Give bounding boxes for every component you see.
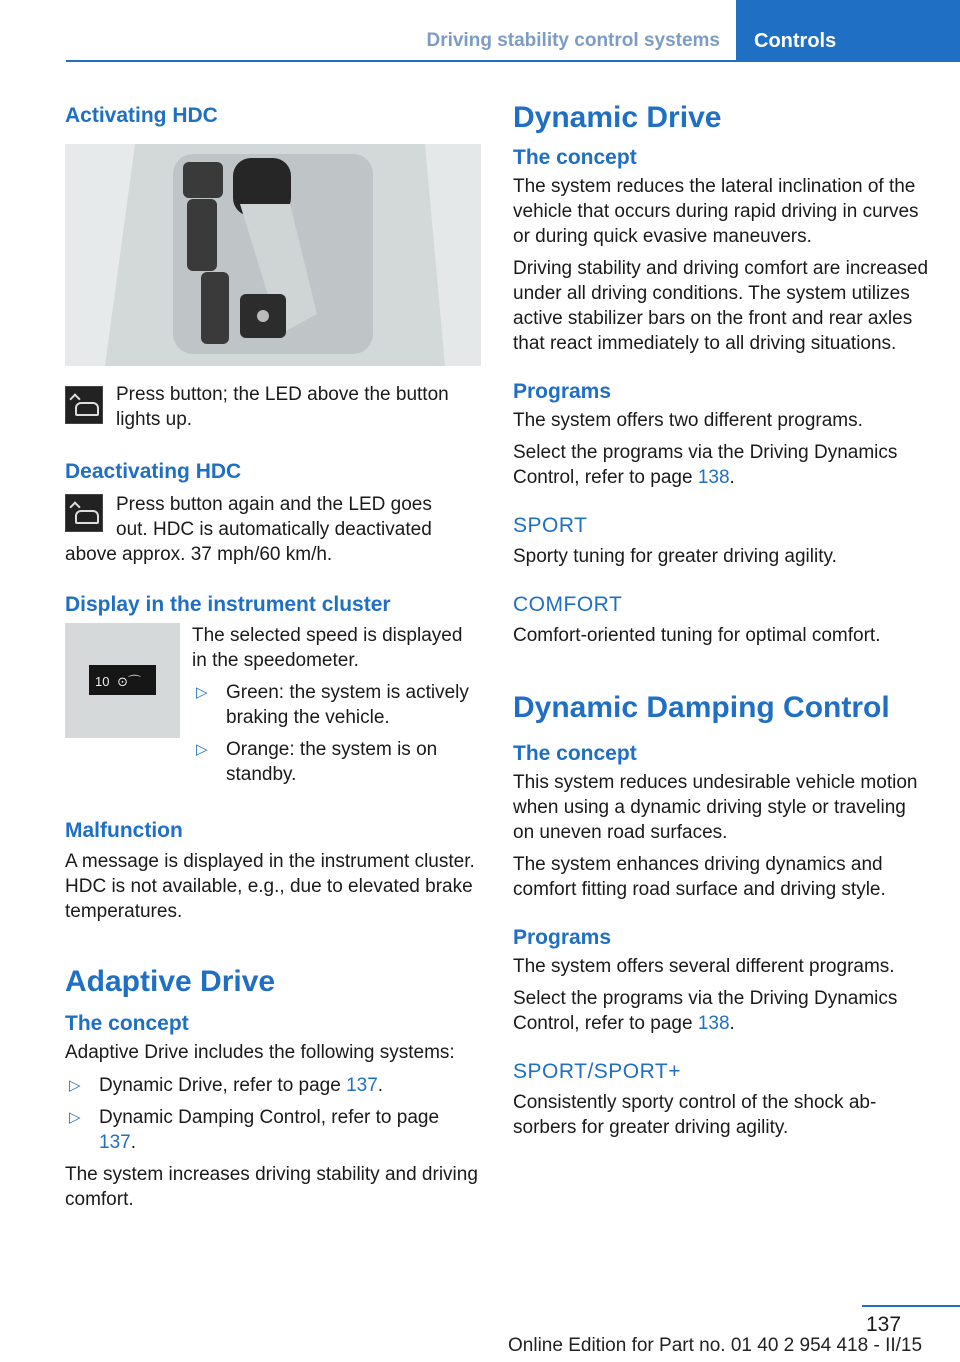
dd-sport-text: Sporty tuning for greater driving agility. [513, 546, 837, 567]
section-title: Driving stability control systems [426, 30, 720, 51]
damping-concept-text-2: The system enhances driving dynamics and comfort fitting road surface and driving style. [513, 854, 886, 900]
page-link-137[interactable]: 137 [346, 1075, 378, 1096]
list-item: ▷ Orange: the system is on standby. [196, 739, 438, 785]
page-link-138[interactable]: 138 [697, 1013, 730, 1034]
display-bullets [192, 680, 481, 794]
page-link-138[interactable]: 138 [697, 467, 730, 488]
speed-value: 10 [95, 674, 110, 689]
malfunction-heading: Malfunction [65, 819, 183, 842]
hdc-button-icon [65, 386, 103, 424]
adaptive-concept-heading: The concept [65, 1012, 189, 1035]
page-number: 137 [866, 1313, 902, 1336]
cluster-display-image [65, 623, 180, 738]
triangle-bullet-icon: ▷ [69, 1077, 81, 1094]
hdc-symbol-icon: ⊙⌒ [117, 674, 141, 689]
adaptive-drive-heading: Adaptive Drive [65, 965, 276, 998]
page-header [66, 0, 960, 62]
list-item: ▷ Dynamic Drive, refer to page 137. [69, 1075, 384, 1096]
page-footer [862, 1305, 960, 1336]
dd-programs-select: Select the programs via the Driving Dynamics Control, refer to page 138. [513, 442, 898, 488]
dd-concept-text-2: Driving stability and driving comfort are increased under all driving conditions. The system utilizes active stabilizer bars on the front and rear axles that react immediately to all driving situations. [513, 258, 929, 354]
adaptive-intro: Adaptive Drive includes the following systems: [65, 1042, 455, 1063]
damping-programs-text: The system offers several different programs. [513, 956, 895, 977]
display-section [65, 623, 481, 813]
list-item: ▷ Green: the system is actively braking the vehicle. [196, 682, 469, 728]
deactivating-hdc-heading: Deactivating HDC [65, 460, 242, 483]
deactivate-text-2: out. HDC is automatically deactivated [116, 519, 432, 540]
left-column [65, 100, 481, 1212]
chapter-tab: Controls [736, 0, 960, 62]
dd-programs-text: The system offers two different programs. [513, 410, 863, 431]
activate-instruction [65, 382, 481, 432]
center-console-photo [65, 144, 481, 366]
cluster-lcd [89, 665, 156, 695]
damping-programs-select: Select the programs via the Driving Dynamics Control, refer to page 138. [513, 988, 898, 1034]
page-link-137[interactable]: 137 [99, 1132, 131, 1153]
deactivate-text-3: above approx. 37 mph/60 km/h. [65, 544, 333, 565]
adaptive-bullets [65, 1073, 481, 1162]
deactivate-instruction [65, 492, 481, 567]
hdc-button-icon [65, 494, 103, 532]
damping-sport-text: Consistently sporty control of the shock absorbers for greater driving agility. [513, 1092, 877, 1138]
dd-comfort-text: Comfort-oriented tuning for optimal comfort. [513, 625, 881, 646]
list-item: ▷ Dynamic Damping Control, refer to page 137. [69, 1107, 440, 1153]
display-cluster-heading: Display in the instrument cluster [65, 593, 391, 616]
dynamic-drive-heading: Dynamic Drive [513, 101, 722, 134]
display-text: The selected speed is displayed in the speedometer. [192, 625, 463, 671]
activate-text: Press button; the LED above the button lights up. [116, 384, 449, 430]
dd-programs-heading: Programs [513, 380, 612, 403]
dd-sport-heading: SPORT [513, 514, 588, 537]
dd-concept-text-1: The system reduces the lateral inclination of the vehicle that occurs during rapid driving in curves or during quick evasive maneuvers. [513, 176, 919, 247]
triangle-bullet-icon: ▷ [196, 684, 208, 701]
right-column [513, 100, 931, 1140]
dd-comfort-heading: COMFORT [513, 593, 623, 616]
dd-concept-heading: The concept [513, 146, 637, 169]
triangle-bullet-icon: ▷ [69, 1109, 81, 1126]
damping-concept-text-1: This system reduces undesirable vehicle motion when using a dynamic driving style or traveling on uneven road surfaces. [513, 772, 918, 843]
console-illustration [65, 144, 481, 366]
edition-text: Online Edition for Part no. 01 40 2 954 418 - II/15 [508, 1335, 923, 1356]
display-text-block [192, 623, 481, 794]
deactivate-text-1: Press button again and the LED goes [116, 494, 432, 515]
adaptive-outro: The system increases driving stability and driving comfort. [65, 1164, 478, 1210]
activating-hdc-heading: Activating HDC [65, 104, 218, 127]
damping-heading: Dynamic Damping Control [513, 691, 890, 724]
triangle-bullet-icon: ▷ [196, 741, 208, 758]
damping-concept-heading: The concept [513, 742, 637, 765]
malfunction-text: A message is displayed in the instrument cluster. HDC is not available, e.g., due to elevated brake temperatures. [65, 851, 475, 922]
damping-programs-heading: Programs [513, 926, 612, 949]
damping-sport-heading: SPORT/SPORT+ [513, 1060, 682, 1083]
